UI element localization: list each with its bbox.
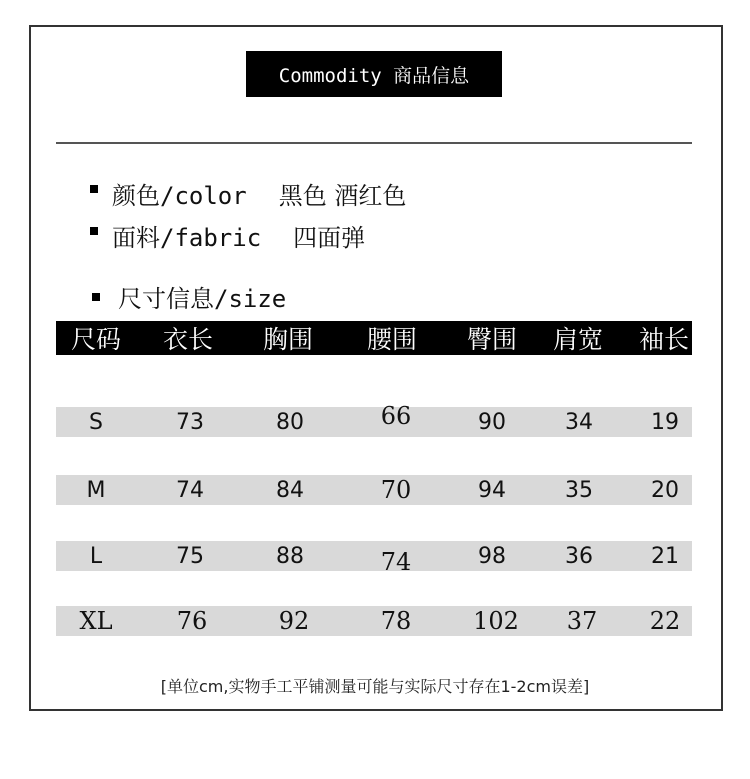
table-cell: XL <box>79 607 113 635</box>
size-label-text: 尺寸信息/size <box>118 285 287 313</box>
divider <box>56 142 692 144</box>
table-cell: 74 <box>176 477 204 503</box>
header-cell: 衣长 <box>162 325 214 354</box>
table-cell: 92 <box>278 607 310 635</box>
table-cell: 22 <box>649 607 681 635</box>
table-row <box>56 475 692 505</box>
info-row-fabric <box>90 218 365 253</box>
bullet-icon <box>90 227 98 235</box>
measurement-note: [单位cm,实物手工平铺测量可能与实际尺寸存在1-2cm误差] <box>160 677 590 696</box>
table-cell: 102 <box>473 607 519 635</box>
table-cell: 66 <box>380 402 412 430</box>
page-title: Commodity 商品信息 <box>246 51 502 97</box>
table-cell: S <box>89 409 103 435</box>
size-section-label <box>92 279 286 314</box>
table-cell: 20 <box>651 477 679 503</box>
table-row <box>56 541 692 576</box>
table-cell: 74 <box>380 548 412 576</box>
header-cell: 尺码 <box>70 325 122 354</box>
bullet-icon <box>92 293 100 301</box>
info-value: 四面弹 <box>293 224 366 252</box>
info-value: 黑色 酒红色 <box>278 182 407 210</box>
table-row <box>56 606 692 636</box>
size-table-header <box>56 321 692 355</box>
table-cell: 84 <box>276 477 304 503</box>
table-cell: 19 <box>651 409 679 435</box>
table-cell: 70 <box>380 476 412 504</box>
table-cell: 34 <box>565 409 593 435</box>
table-cell: M <box>86 477 106 503</box>
table-cell: L <box>89 543 103 569</box>
header-cell: 肩宽 <box>552 325 604 354</box>
table-cell: 36 <box>565 543 593 569</box>
table-cell: 73 <box>176 409 204 435</box>
table-cell: 98 <box>478 543 506 569</box>
table-cell: 21 <box>651 543 679 569</box>
table-cell: 94 <box>478 477 506 503</box>
info-label: 颜色/color <box>112 182 247 210</box>
table-cell: 37 <box>566 607 598 635</box>
table-cell: 80 <box>276 409 304 435</box>
info-row-color <box>90 176 406 211</box>
header-cell: 腰围 <box>366 325 418 354</box>
bullet-icon <box>90 185 98 193</box>
table-cell: 78 <box>380 607 412 635</box>
table-cell: 88 <box>276 543 304 569</box>
header-cell: 臀围 <box>466 325 518 354</box>
header-cell: 胸围 <box>262 325 314 354</box>
table-cell: 90 <box>478 409 506 435</box>
table-cell: 75 <box>176 543 204 569</box>
table-row <box>56 402 692 437</box>
info-label: 面料/fabric <box>112 224 262 252</box>
header-cell: 袖长 <box>638 325 690 354</box>
table-cell: 76 <box>176 607 208 635</box>
table-cell: 35 <box>565 477 593 503</box>
